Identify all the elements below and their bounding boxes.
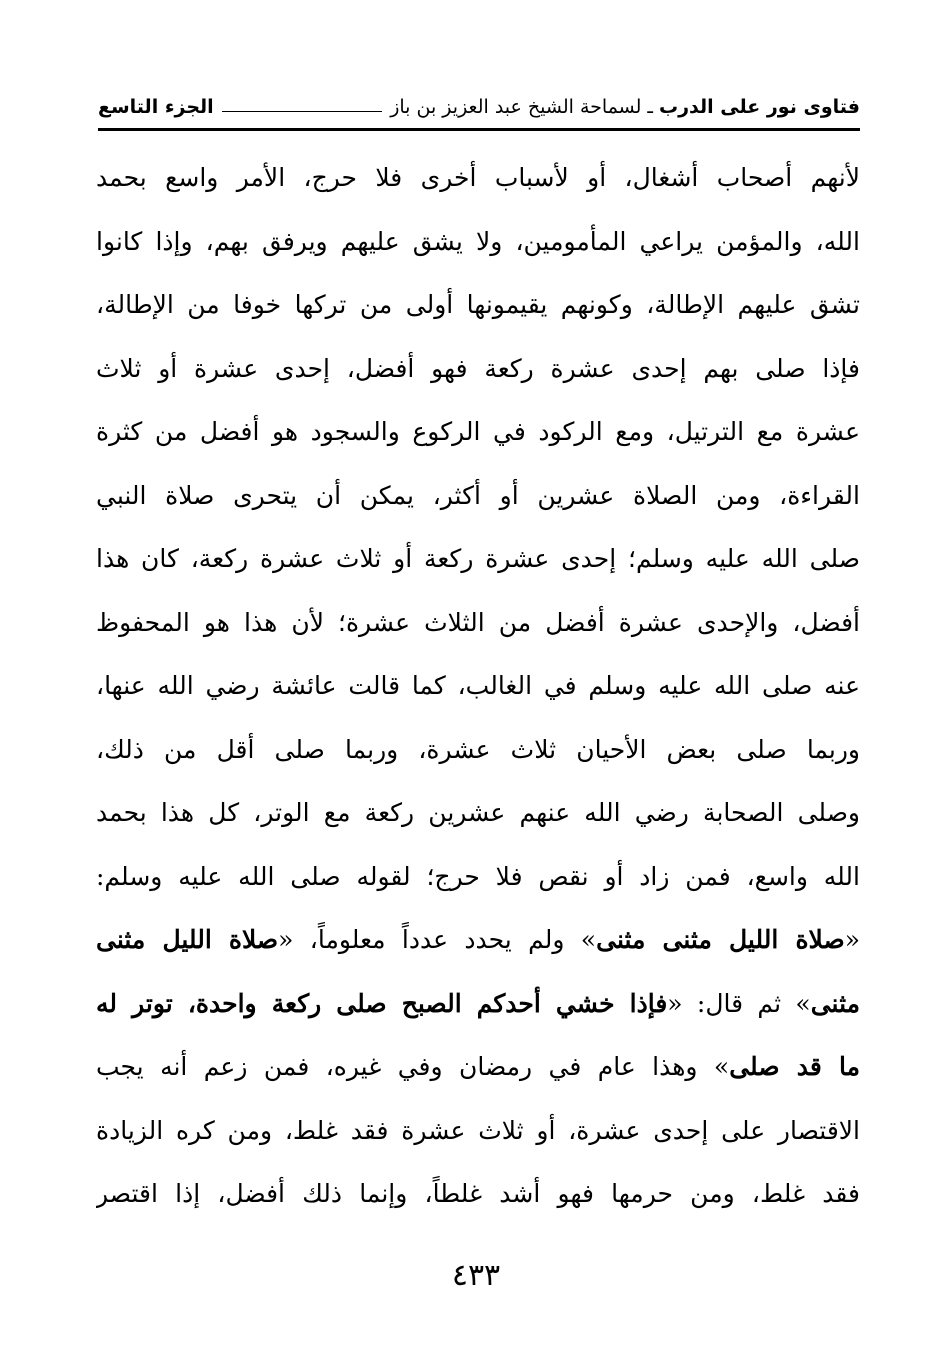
text-line: عنه صلى الله عليه وسلم في الغالب، كما قالت عائشة رضي الله عنها، [96, 671, 860, 700]
text-line: الاقتصار على إحدى عشرة، أو ثلاث عشرة فقد غلط، ومن كره الزيادة [96, 1115, 860, 1145]
header-divider [98, 128, 860, 131]
header-separator: ـ [647, 96, 653, 118]
text-line: القراءة، ومن الصلاة عشرين أو أكثر، يمكن أن يتحرى صلاة النبي [96, 480, 860, 510]
hadith-quote: صلاة الليل مثنى مثنى [596, 925, 845, 954]
text-line: مثنى» ثم قال: «فإذا خشي أحدكم الصبح صلى ركعة واحدة، توتر له [96, 988, 860, 1018]
text-line: صلى الله عليه وسلم؛ إحدى عشرة ركعة أو ثلاث عشرة ركعة، كان هذا [96, 544, 860, 573]
text-line: «صلاة الليل مثنى مثنى» ولم يحدد عدداً معلوماً، «صلاة الليل مثنى [96, 925, 860, 954]
hadith-quote: مثنى [810, 988, 860, 1018]
text-line: تشق عليهم الإطالة، وكونهم يقيمونها أولى من تركها خوفا من الإطالة، [96, 290, 860, 319]
book-title: فتاوى نور على الدرب [659, 96, 860, 118]
header-rule [222, 111, 383, 112]
text-line: وصلى الصحابة رضي الله عنهم عشرين ركعة مع الوتر، كل هذا بحمد [96, 798, 860, 827]
text-line: فقد غلط، ومن حرمها فهو أشد غلطاً، وإنما ذلك أفضل، إذا اقتصر [96, 1179, 860, 1208]
running-header [98, 90, 860, 124]
text-line: ما قد صلى» وهذا عام في رمضان وفي غيره، فمن زعم أنه يجب [96, 1052, 860, 1081]
text-line: الله، والمؤمن يراعي المأمومين، ولا يشق عليهم ويرفق بهم، وإذا كانوا [96, 226, 860, 256]
hadith-quote: ما قد صلى [729, 1052, 860, 1081]
author-name: لسماحة الشيخ عبد العزيز بن باز [390, 96, 642, 118]
body-text [96, 146, 860, 1226]
text-line: أفضل، والإحدى عشرة أفضل من الثلاث عشرة؛ لأن هذا هو المحفوظ [96, 607, 860, 637]
text-line: الله واسع، فمن زاد أو نقص فلا حرج؛ لقوله صلى الله عليه وسلم: [96, 861, 860, 891]
text-line: فإذا صلى بهم إحدى عشرة ركعة فهو أفضل، إحدى عشرة أو ثلاث [96, 353, 860, 383]
text-line: وربما صلى بعض الأحيان ثلاث عشرة، وربما صلى أقل من ذلك، [96, 734, 860, 764]
volume-label: الجزء التاسع [98, 96, 214, 118]
hadith-quote: فإذا خشي أحدكم الصبح صلى ركعة واحدة، توتر له [96, 988, 668, 1018]
hadith-quote: صلاة الليل مثنى [96, 925, 279, 954]
text-line: عشرة مع الترتيل، ومع الركود في الركوع والسجود هو أفضل من كثرة [96, 417, 860, 446]
text-line: لأنهم أصحاب أشغال، أو لأسباب أخرى فلا حرج، الأمر واسع بحمد [96, 163, 860, 192]
page-number: ٤٣٣ [451, 1258, 501, 1293]
